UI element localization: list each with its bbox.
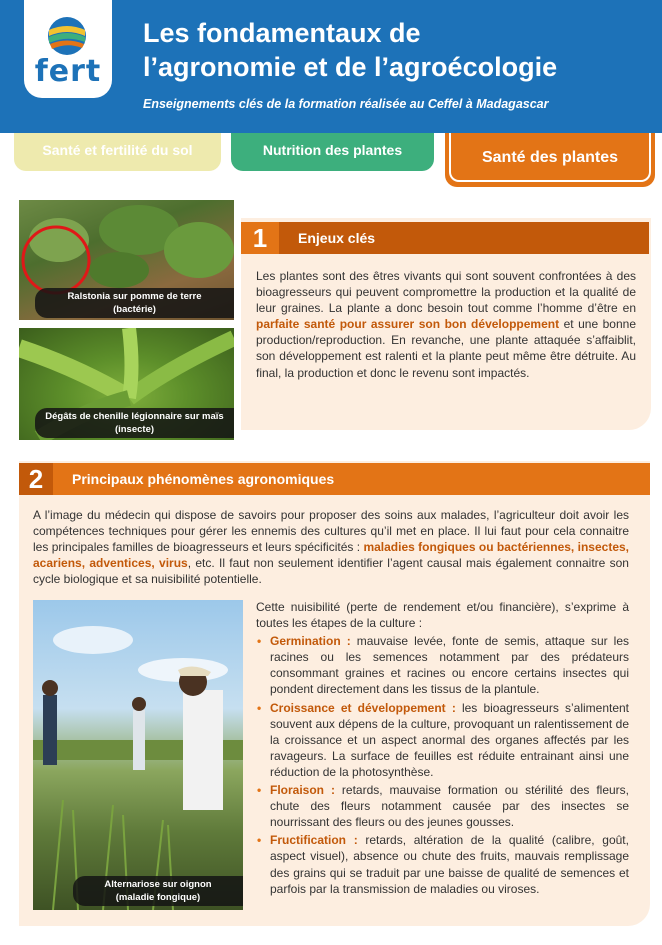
photo-caption: [35, 408, 234, 438]
text-run: et une bonne production/reproduction. En revanche, une plante attaquée s’affaiblit, son développement est ralenti et la plante peut même être détruite. Au final, la production et donc le revenu sont impactés.: [256, 317, 636, 380]
stage-text: mauvaise levée, fonte de semis, attaque sur les racines ou les semences notamment par des prédateurs consommant graines et racines ou encore certains insectes qui pondent directement dans les tissus de la plantule.: [270, 634, 629, 697]
page-subtitle: Enseignements clés de la formation réalisée au Ceffel à Madagascar: [143, 97, 549, 111]
section-2-heading: Principaux phénomènes agronomiques: [72, 471, 335, 487]
photo-chenille: [19, 328, 234, 440]
section-2-number: 2: [19, 463, 53, 495]
list-item: [256, 832, 629, 896]
caption-line: Alternariose sur oignon: [104, 879, 212, 890]
text-run: Les plantes sont des êtres vivants qui sont souvent confrontées à des bioagresseurs qui peuvent compromettre la production et la qualité de leur graines. La plante a donc besoin tout comme l’homme d’être en: [256, 269, 636, 316]
section-2-stages: [256, 599, 629, 897]
section-2-intro: [33, 507, 629, 587]
list-item: [256, 782, 629, 830]
photo-caption: [73, 876, 243, 906]
stage-term: Croissance et développement :: [270, 700, 456, 715]
photo-alternariose: [33, 600, 243, 910]
list-item: [256, 700, 629, 780]
stage-term: Floraison :: [270, 783, 335, 798]
stage-text: les bioagresseurs s’alimentent souvent aux dépens de la culture, provoquant un ralentissement de la croissance et un aspect anormal des organes affectés par les ravageurs. La surface de feuilles est réduite entrainant ainsi une réduction de la photosynthèse.: [270, 700, 630, 779]
tab-plant-health[interactable]: [445, 133, 655, 187]
title-line-2: l’agronomie et de l’agroécologie: [143, 52, 558, 82]
globe-logo-icon: [47, 16, 87, 56]
photo-ralstonia: [19, 200, 234, 320]
section-1-heading: Enjeux clés: [298, 230, 376, 246]
caption-line: Dégâts de chenille légionnaire sur maïs: [45, 411, 224, 422]
caption-line: Ralstonia sur pomme de terre: [67, 291, 202, 302]
list-item: [256, 633, 629, 697]
caption-line: (insecte): [114, 424, 155, 435]
section-1-number: 1: [241, 222, 279, 254]
tab-plant-health-label: Santé des plantes: [481, 149, 619, 166]
photo-caption: [35, 288, 234, 318]
caption-line: (bactérie): [113, 304, 156, 315]
logo-text: fert: [34, 54, 102, 89]
highlight-text: maladies fongiques ou bactériennes, insectes, acariens, adventices, virus: [33, 540, 630, 571]
onion-field-image: [33, 600, 243, 910]
text-run: A l’image du médecin qui dispose de savoirs pour proposer des soins aux malades, l’agriculteur doit avoir les compétences techniques pour gérer les ennemis des cultures qu’il met en place. Il lui faut pour cela connaitre les principales familles de bioagresseurs et leurs spécificités :: [33, 508, 629, 555]
section-1-text: [256, 268, 636, 381]
caption-line: (maladie fongique): [115, 892, 201, 903]
page-title: [143, 16, 643, 84]
stage-text: retards, altération de la qualité (calibre, goût, aspect visuel), absence ou chute des fruits, mauvais remplissage des grains qui se traduit par une baisse de qualité de semences et parfois par la transmission de maladies ou viroses.: [270, 833, 629, 896]
text-run: , etc. Il faut non seulement identifier l’agent causal mais également connaitre son cycle biologique et sa nuisibilité potentielle.: [33, 556, 629, 587]
tab-plant-nutrition[interactable]: Nutrition des plantes: [231, 133, 434, 171]
stage-term: Fructification :: [270, 833, 358, 848]
stage-term: Germination :: [270, 634, 351, 649]
title-line-1: Les fondamentaux de: [143, 18, 421, 48]
tab-soil-health[interactable]: Santé et fertilité du sol: [14, 133, 221, 171]
fert-logo[interactable]: [24, 0, 112, 98]
header-banner: [0, 0, 662, 133]
highlight-text: parfaite santé pour assurer son bon développement: [256, 317, 560, 332]
stages-list: [256, 633, 629, 897]
stage-text: retards, mauvaise formation ou stérilité des fleurs, chute des fleurs notamment causée par des insectes se nourrissant des fleurs ou des jeunes gousses.: [270, 783, 629, 830]
stages-lead: Cette nuisibilité (perte de rendement et/ou financière), s’exprime à toutes les étapes de la culture :: [256, 600, 629, 631]
